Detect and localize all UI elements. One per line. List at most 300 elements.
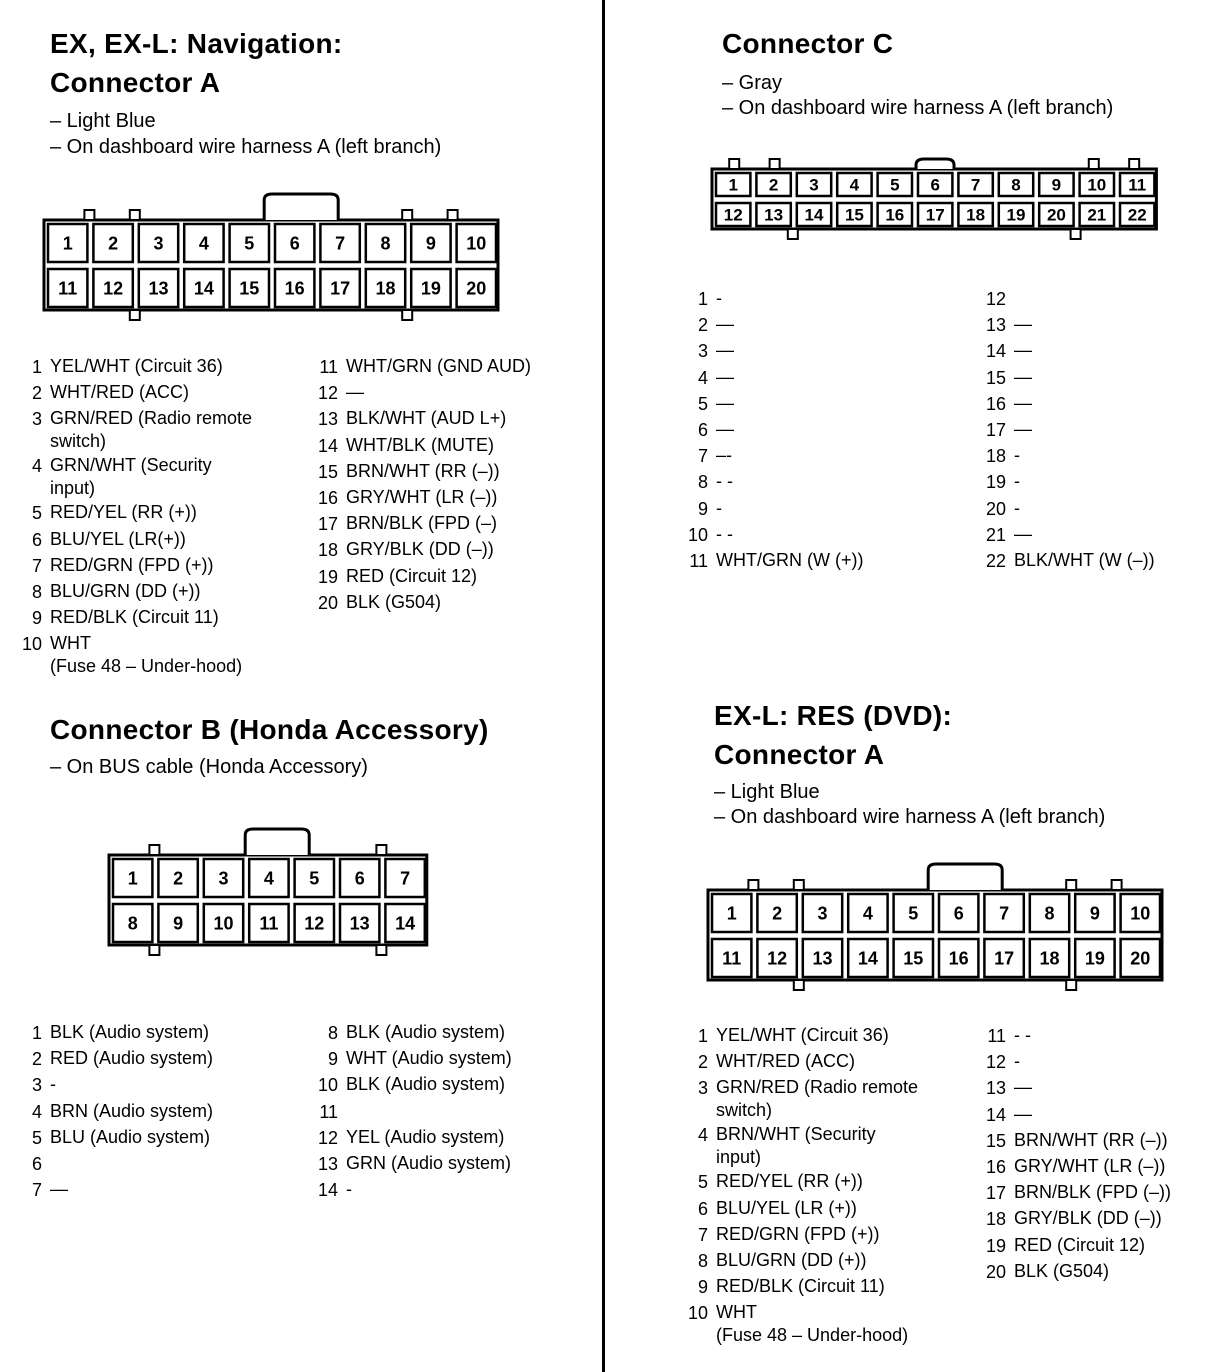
pin-row [980, 496, 1155, 522]
pin-row [980, 1128, 1171, 1154]
pin-description: — [1014, 314, 1032, 335]
connector-key-tab [84, 210, 94, 220]
pin-row [18, 631, 252, 678]
pin-description: –- [716, 445, 733, 466]
pin-number-label: 17 [925, 205, 945, 225]
pin-number-label: 18 [966, 205, 986, 225]
connector-key-tab [149, 845, 159, 855]
pin-number: 10 [687, 1303, 708, 1324]
pin-description: BLK (Audio system) [50, 1022, 210, 1042]
pin-description: - [716, 497, 722, 518]
pin-row [980, 365, 1155, 391]
pin-number-label: 6 [930, 175, 940, 195]
pin-row [314, 1020, 512, 1046]
pin-number-label: 9 [173, 913, 184, 934]
pin-number: 12 [985, 1052, 1006, 1073]
connector-key-tab [149, 945, 159, 955]
pin-row [18, 1072, 213, 1098]
pin-description: GRY/WHT (LR (–)) [1014, 1156, 1166, 1177]
connector-key-tab [1066, 880, 1076, 890]
pin-row [680, 1300, 918, 1347]
pin-description: - [346, 1179, 352, 1200]
pin-number: 21 [985, 524, 1006, 545]
connector-key-tab [1071, 229, 1081, 239]
pin-description: GRY/BLK (DD (–)) [1014, 1208, 1162, 1229]
pin-number: 16 [985, 393, 1006, 414]
pin-number-label: 3 [809, 175, 819, 195]
pin-row [18, 1099, 213, 1125]
connector-latch [264, 194, 338, 220]
pin-description: RED/YEL (RR (+)) [50, 502, 197, 523]
pin-row [980, 1206, 1171, 1232]
pin-row [18, 1125, 213, 1151]
connb-pin-list-right [314, 1020, 512, 1203]
pin-number-label: 12 [767, 948, 788, 969]
res-connector-a-diagram [704, 856, 1174, 998]
pin-description: BRN/BLK (FPD (–)) [1014, 1182, 1172, 1203]
pin-number: 11 [987, 1026, 1006, 1046]
pin-description: - [716, 288, 722, 308]
pin-number: 14 [985, 1104, 1006, 1125]
nav-location: – On dashboard wire harness A (left branch) [50, 136, 442, 158]
pin-number: 18 [985, 1209, 1006, 1230]
pin-row [18, 553, 252, 579]
pin-description: GRY/BLK (DD (–)) [346, 539, 494, 560]
connector-c-diagram [706, 155, 1166, 247]
pin-row [314, 1046, 512, 1072]
res-color: – Light Blue [714, 781, 820, 803]
connector-key-tab [729, 159, 739, 169]
pin-row [314, 354, 531, 380]
pin-description: WHT/RED (ACC) [50, 382, 189, 403]
pin-row [680, 1049, 918, 1075]
pin-number-label: 12 [103, 278, 124, 299]
pin-description: YEL/WHT (Circuit 36) [716, 1025, 889, 1045]
connc-location: – On dashboard wire harness A (left branch) [722, 97, 1114, 119]
pin-description: — [50, 1179, 68, 1200]
pin-number-label: 5 [908, 903, 919, 924]
pin-number: 6 [31, 1154, 42, 1175]
pin-number-label: 5 [309, 868, 320, 889]
connector-key-tab [376, 845, 386, 855]
pin-description: BLK/WHT (W (–)) [1014, 550, 1155, 571]
pin-row [980, 443, 1155, 469]
pin-row [314, 564, 531, 590]
pin-number: 13 [317, 1154, 338, 1175]
pin-row [680, 1196, 918, 1222]
pin-description: - - [716, 523, 733, 544]
pin-row [18, 500, 252, 526]
connector-key-tab [1129, 159, 1139, 169]
pin-description: YEL/WHT (Circuit 36) [50, 356, 223, 376]
pin-description: — [1014, 1103, 1032, 1124]
res-title-line2: Connector A [714, 739, 885, 770]
pin-number-label: 21 [1087, 205, 1107, 225]
pin-description: - [50, 1074, 56, 1095]
pin-row [980, 548, 1155, 574]
pin-row [18, 1046, 213, 1072]
connector-key-tab [1089, 159, 1099, 169]
connc-title: Connector C [722, 28, 894, 59]
pin-number: 11 [319, 357, 338, 377]
pin-description: - [1014, 497, 1020, 518]
connb-pin-list-left [18, 1020, 213, 1203]
pin-number-label: 14 [193, 278, 214, 299]
pin-description: BLK (Audio system) [346, 1074, 506, 1095]
connector-key-tab [794, 980, 804, 990]
pin-row [18, 527, 252, 553]
pin-row [680, 1222, 918, 1248]
pin-number: 11 [689, 551, 708, 572]
pin-number-label: 8 [127, 913, 138, 934]
res-title-line1: EX-L: RES (DVD): [714, 700, 953, 731]
pin-row [314, 1072, 512, 1098]
pin-row [314, 406, 531, 432]
pin-number: 4 [31, 456, 42, 477]
pin-row [314, 537, 531, 563]
connector-key-tab [130, 310, 140, 320]
pin-number-label: 8 [380, 233, 391, 254]
pin-description: — [346, 382, 364, 403]
pin-number-label: 3 [153, 233, 164, 254]
pin-number-label: 5 [890, 175, 900, 195]
pin-number: 1 [31, 1023, 42, 1043]
connector-key-tab [1112, 880, 1122, 890]
pin-description: RED (Circuit 12) [1014, 1234, 1146, 1255]
pin-row [980, 1233, 1171, 1259]
connector-key-tab [770, 159, 780, 169]
pin-row [980, 312, 1155, 338]
pin-number-label: 16 [885, 205, 905, 225]
pin-row [18, 605, 252, 631]
pin-row [314, 1151, 512, 1177]
pin-number: 12 [317, 383, 338, 404]
pin-description: RED/BLK (Circuit 11) [50, 607, 219, 628]
pin-number-label: 7 [970, 175, 981, 195]
pin-number: 15 [985, 1130, 1006, 1151]
pin-row [314, 433, 531, 459]
pin-number-label: 19 [1006, 205, 1026, 225]
pin-description: BLK (Audio system) [346, 1022, 506, 1042]
pin-number-label: 10 [213, 913, 234, 934]
pin-row [980, 391, 1155, 417]
connector-key-tab [794, 880, 804, 890]
pin-description: BLK/WHT (AUD L+) [346, 408, 507, 429]
pin-number: 1 [31, 357, 42, 377]
nav-title-line2: Connector A [50, 67, 221, 98]
pin-number-label: 7 [335, 233, 346, 254]
pin-number: 12 [985, 289, 1006, 309]
pin-row [680, 286, 863, 312]
pin-number: 3 [697, 1078, 708, 1099]
pin-row [314, 590, 531, 616]
pin-number: 11 [319, 1101, 338, 1122]
pin-description: — [1014, 523, 1032, 544]
pin-number-label: 7 [999, 903, 1010, 924]
pin-description: - - [716, 471, 733, 492]
pin-number-label: 5 [244, 233, 255, 254]
pin-number: 16 [317, 488, 338, 509]
pin-description: — [716, 392, 734, 413]
pin-row [980, 469, 1155, 495]
pin-description: — [1014, 366, 1032, 387]
pin-description: BLK (G504) [1014, 1260, 1110, 1281]
pin-number: 20 [317, 592, 338, 613]
pin-number: 2 [31, 1049, 42, 1070]
pin-number-label: 4 [198, 233, 209, 254]
pin-number: 6 [31, 529, 42, 550]
connc-pin-list-left [680, 286, 863, 574]
pin-number: 7 [697, 446, 708, 467]
connector-key-tab [748, 880, 758, 890]
pin-number-label: 7 [400, 868, 411, 889]
pin-row [314, 459, 531, 485]
pin-number: 2 [697, 1052, 708, 1073]
pin-description: BRN/WHT (RR (–)) [346, 460, 500, 481]
pin-row [18, 453, 252, 500]
pin-row [680, 338, 863, 364]
pin-number-label: 20 [466, 278, 487, 299]
pin-number: 8 [697, 1251, 708, 1272]
connector-key-tab [130, 210, 140, 220]
res-pin-list-right [980, 1023, 1171, 1285]
connector-key-tab [376, 945, 386, 955]
pin-description: - - [1014, 1025, 1031, 1045]
pin-row [680, 1248, 918, 1274]
pin-row [980, 1154, 1171, 1180]
pin-row [680, 417, 863, 443]
connector-key-tab [402, 310, 412, 320]
pin-number: 13 [317, 409, 338, 430]
pin-number: 3 [697, 341, 708, 362]
pin-description: RED (Circuit 12) [346, 565, 478, 586]
pin-number: 8 [31, 582, 42, 603]
pin-number-label: 13 [812, 948, 833, 969]
pin-row [980, 417, 1155, 443]
pin-number-label: 1 [726, 903, 737, 924]
pin-number: 19 [317, 566, 338, 587]
pin-description: — [1014, 1077, 1032, 1098]
pin-row [680, 1169, 918, 1195]
pin-number-label: 1 [127, 868, 138, 889]
pin-number: 17 [985, 1183, 1006, 1204]
pin-number-label: 4 [263, 868, 274, 889]
pin-number-label: 15 [903, 948, 924, 969]
pin-description: RED/YEL (RR (+)) [716, 1171, 863, 1192]
res-pin-list-left [680, 1023, 918, 1347]
pin-number-label: 1 [62, 233, 73, 254]
pin-number-label: 9 [1051, 175, 1062, 195]
pin-number: 10 [317, 1075, 338, 1096]
pin-description: — [716, 314, 734, 335]
pin-row [18, 1020, 213, 1046]
pin-number: 20 [985, 498, 1006, 519]
pin-number-label: 22 [1127, 205, 1147, 225]
pin-number-label: 12 [304, 913, 325, 934]
pin-number-label: 4 [849, 175, 860, 195]
pin-row [680, 1023, 918, 1049]
pin-row [980, 338, 1155, 364]
pin-number: 7 [31, 1180, 42, 1201]
pin-number: 2 [31, 383, 42, 404]
pin-number-label: 13 [349, 913, 370, 934]
connector-key-tab [1066, 980, 1076, 990]
pin-description: — [716, 366, 734, 387]
pin-number-label: 17 [994, 948, 1015, 969]
pin-number-label: 16 [948, 948, 969, 969]
pin-number-label: 12 [723, 205, 743, 225]
pin-number-label: 15 [844, 205, 864, 225]
pin-number: 3 [31, 1075, 42, 1096]
pin-description: — [1014, 392, 1032, 413]
pin-row [980, 1259, 1171, 1285]
pin-description: BRN/WHT (RR (–)) [1014, 1129, 1168, 1150]
pin-number: 8 [327, 1023, 338, 1043]
pin-number-label: 11 [58, 278, 78, 299]
pin-number-label: 2 [768, 175, 779, 195]
pin-number: 8 [697, 472, 708, 493]
pin-number-label: 20 [1130, 948, 1151, 969]
pin-number-label: 13 [764, 205, 784, 225]
pin-description: BLU/YEL (LR(+)) [50, 528, 186, 549]
pin-number: 15 [317, 461, 338, 482]
pin-number: 4 [697, 1125, 708, 1146]
pin-number: 15 [985, 367, 1006, 388]
connector-latch [928, 864, 1002, 890]
pin-row [680, 1274, 918, 1300]
pin-number-label: 18 [1039, 948, 1060, 969]
pin-number: 19 [985, 472, 1006, 493]
pin-row [680, 443, 863, 469]
pin-number: 18 [985, 446, 1006, 467]
connb-location: – On BUS cable (Honda Accessory) [50, 756, 368, 778]
page-divider [602, 0, 605, 1372]
pin-row [980, 1023, 1171, 1049]
pin-number-label: 17 [330, 278, 351, 299]
pin-number-label: 20 [1046, 205, 1066, 225]
pin-row [18, 354, 252, 380]
pin-description: BRN/BLK (FPD (–) [346, 513, 498, 534]
pin-description: YEL (Audio system) [346, 1126, 505, 1147]
pin-description: — [716, 340, 734, 361]
pin-number-label: 10 [1087, 175, 1107, 195]
connector-latch [916, 159, 954, 169]
pin-number-label: 2 [173, 868, 184, 889]
pin-description: GRN/RED (Radio remote switch) [50, 408, 253, 452]
pin-number: 5 [697, 393, 708, 414]
pin-row [980, 1049, 1171, 1075]
pin-number: 10 [687, 524, 708, 545]
pin-row [680, 496, 863, 522]
pin-description: RED (Audio system) [50, 1048, 214, 1069]
pin-number: 3 [31, 409, 42, 430]
pin-row [680, 1075, 918, 1122]
pin-number: 5 [31, 1127, 42, 1148]
pin-number-label: 13 [148, 278, 169, 299]
nav-title-line1: EX, EX-L: Navigation: [50, 28, 343, 59]
pin-description: BRN (Audio system) [50, 1100, 214, 1121]
pin-description: RED/GRN (FPD (+)) [50, 554, 214, 575]
pin-number-label: 6 [289, 233, 300, 254]
pin-number: 20 [985, 1261, 1006, 1282]
pin-row [18, 380, 252, 406]
pin-row [18, 1177, 213, 1203]
pin-number: 9 [697, 1277, 708, 1298]
pin-number-label: 9 [425, 233, 436, 254]
pin-number-label: 11 [722, 948, 742, 969]
pin-number: 14 [317, 1180, 338, 1201]
pin-description: BLU/YEL (LR (+)) [716, 1197, 857, 1218]
pin-number-label: 11 [1128, 175, 1147, 195]
pin-number: 9 [31, 608, 42, 629]
pin-description: GRN/WHT (Security input) [50, 455, 212, 499]
pin-number-label: 6 [953, 903, 964, 924]
nav-pin-list-right [314, 354, 531, 616]
pin-row [980, 1180, 1171, 1206]
pin-description: WHT (Fuse 48 – Under-hood) [716, 1302, 909, 1346]
pin-number-label: 14 [857, 948, 878, 969]
connector-key-tab [788, 229, 798, 239]
pin-number: 12 [317, 1127, 338, 1148]
pin-description: — [1014, 340, 1032, 361]
connector-key-tab [402, 210, 412, 220]
pin-number: 22 [985, 551, 1006, 572]
pin-row [680, 522, 863, 548]
pin-description: — [1014, 419, 1032, 440]
pin-number-label: 8 [1011, 175, 1021, 195]
pin-number-label: 3 [218, 868, 229, 889]
pin-number-label: 10 [466, 233, 487, 254]
pin-number: 14 [985, 341, 1006, 362]
pin-description: WHT/GRN (GND AUD) [346, 356, 531, 376]
pin-row [680, 312, 863, 338]
pin-description: WHT/GRN (W (+)) [716, 550, 864, 571]
pin-number-label: 3 [817, 903, 828, 924]
pin-row [680, 469, 863, 495]
connc-color: – Gray [722, 72, 783, 94]
connector-latch [245, 829, 309, 855]
pin-row [314, 511, 531, 537]
pin-number-label: 19 [420, 278, 441, 299]
pin-row [314, 1177, 512, 1203]
pin-number-label: 6 [354, 868, 365, 889]
pin-description: BLU/GRN (DD (+)) [716, 1250, 867, 1271]
pin-number: 13 [985, 315, 1006, 336]
pin-number-label: 14 [804, 205, 824, 225]
pin-number: 19 [985, 1235, 1006, 1256]
pin-number: 10 [21, 634, 42, 655]
nav-color: – Light Blue [50, 110, 156, 132]
pin-description: WHT (Audio system) [346, 1048, 512, 1069]
pin-description: - [1014, 471, 1020, 492]
nav-connector-a-diagram [40, 186, 510, 328]
pin-row [314, 485, 531, 511]
pin-number: 18 [317, 540, 338, 561]
pin-row [980, 1102, 1171, 1128]
pin-number-label: 11 [259, 913, 279, 934]
pin-number: 9 [327, 1049, 338, 1070]
pin-description: GRY/WHT (LR (–)) [346, 487, 498, 508]
nav-pin-list-left [18, 354, 252, 678]
pin-number: 7 [697, 1224, 708, 1245]
connector-b-diagram [105, 825, 440, 965]
pin-row [980, 1075, 1171, 1101]
pin-number: 5 [697, 1172, 708, 1193]
pin-row [18, 579, 252, 605]
pin-row [314, 1099, 512, 1125]
connector-key-tab [448, 210, 458, 220]
pin-description: RED/BLK (Circuit 11) [716, 1276, 885, 1297]
